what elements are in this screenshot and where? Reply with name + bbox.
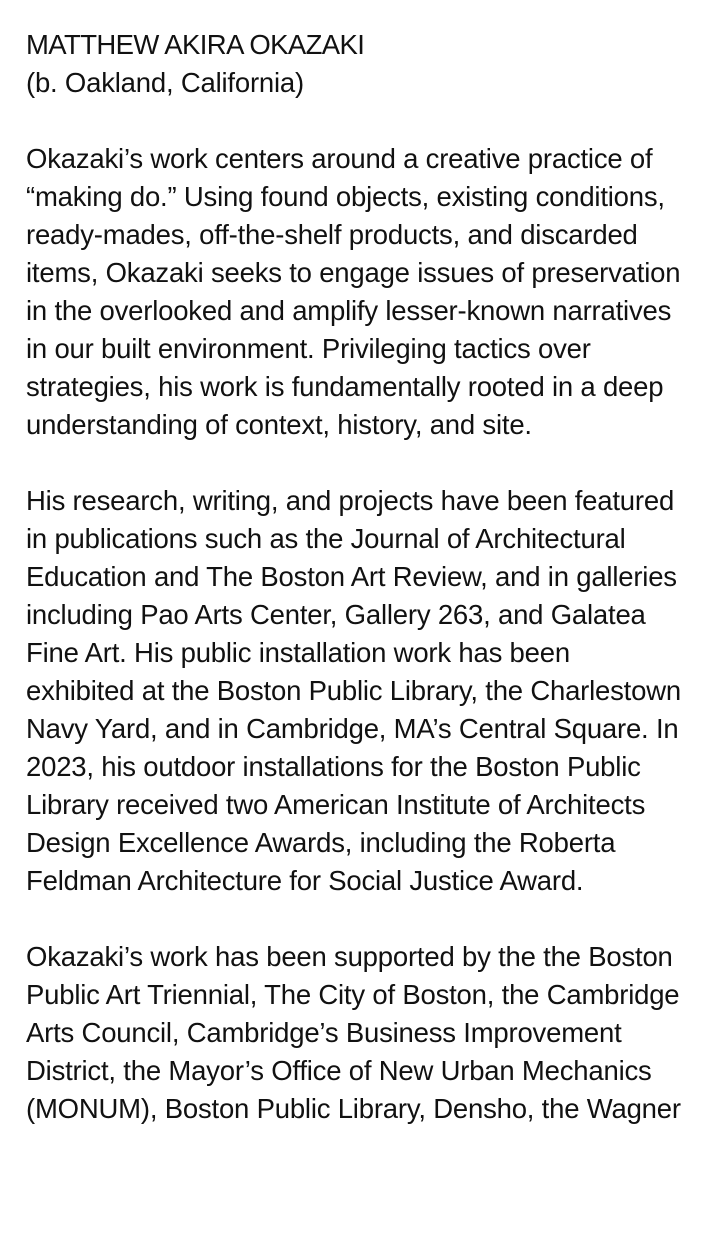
bio-paragraph-practice: Okazaki’s work centers around a creative practice of “making do.” Using found objects, existing conditions, ready-mades, off-the-shelf products, and discarded items, Okazaki seeks to engage issues of preservation in the overlooked and amplify lesser-known narratives in our built environment. Privileging tactics over strategies, his work is fundamentally rooted in a deep understanding of context, history, and site. [26, 143, 681, 440]
bio-paragraph-support: Okazaki’s work has been supported by the the Boston Public Art Triennial, The City of Boston, the Cambridge Arts Council, Cambridge’s Business Improvement District, the Mayor’s Office of New Urban Mechanics (MONUM), Boston Public Library, Densho, the Wagner [26, 941, 681, 1124]
artist-name: MATTHEW AKIRA OKAZAKI [26, 29, 365, 60]
bio-paragraph-exhibitions: His research, writing, and projects have been featured in publications such as the Journal of Architectural Education and The Boston Art Review, and in galleries including Pao Arts Center, Gallery 263, and Galatea Fine Art. His public installation work has been exhibited at the Boston Public Library, the Charlestown Navy Yard, and in Cambridge, MA’s Central Square. In 2023, his outdoor installations for the Boston Public Library received two American Institute of Architects Design Excellence Awards, including the Roberta Feldman Architecture for Social Justice Award. [26, 485, 681, 896]
artist-origin: (b. Oakland, California) [26, 67, 304, 98]
